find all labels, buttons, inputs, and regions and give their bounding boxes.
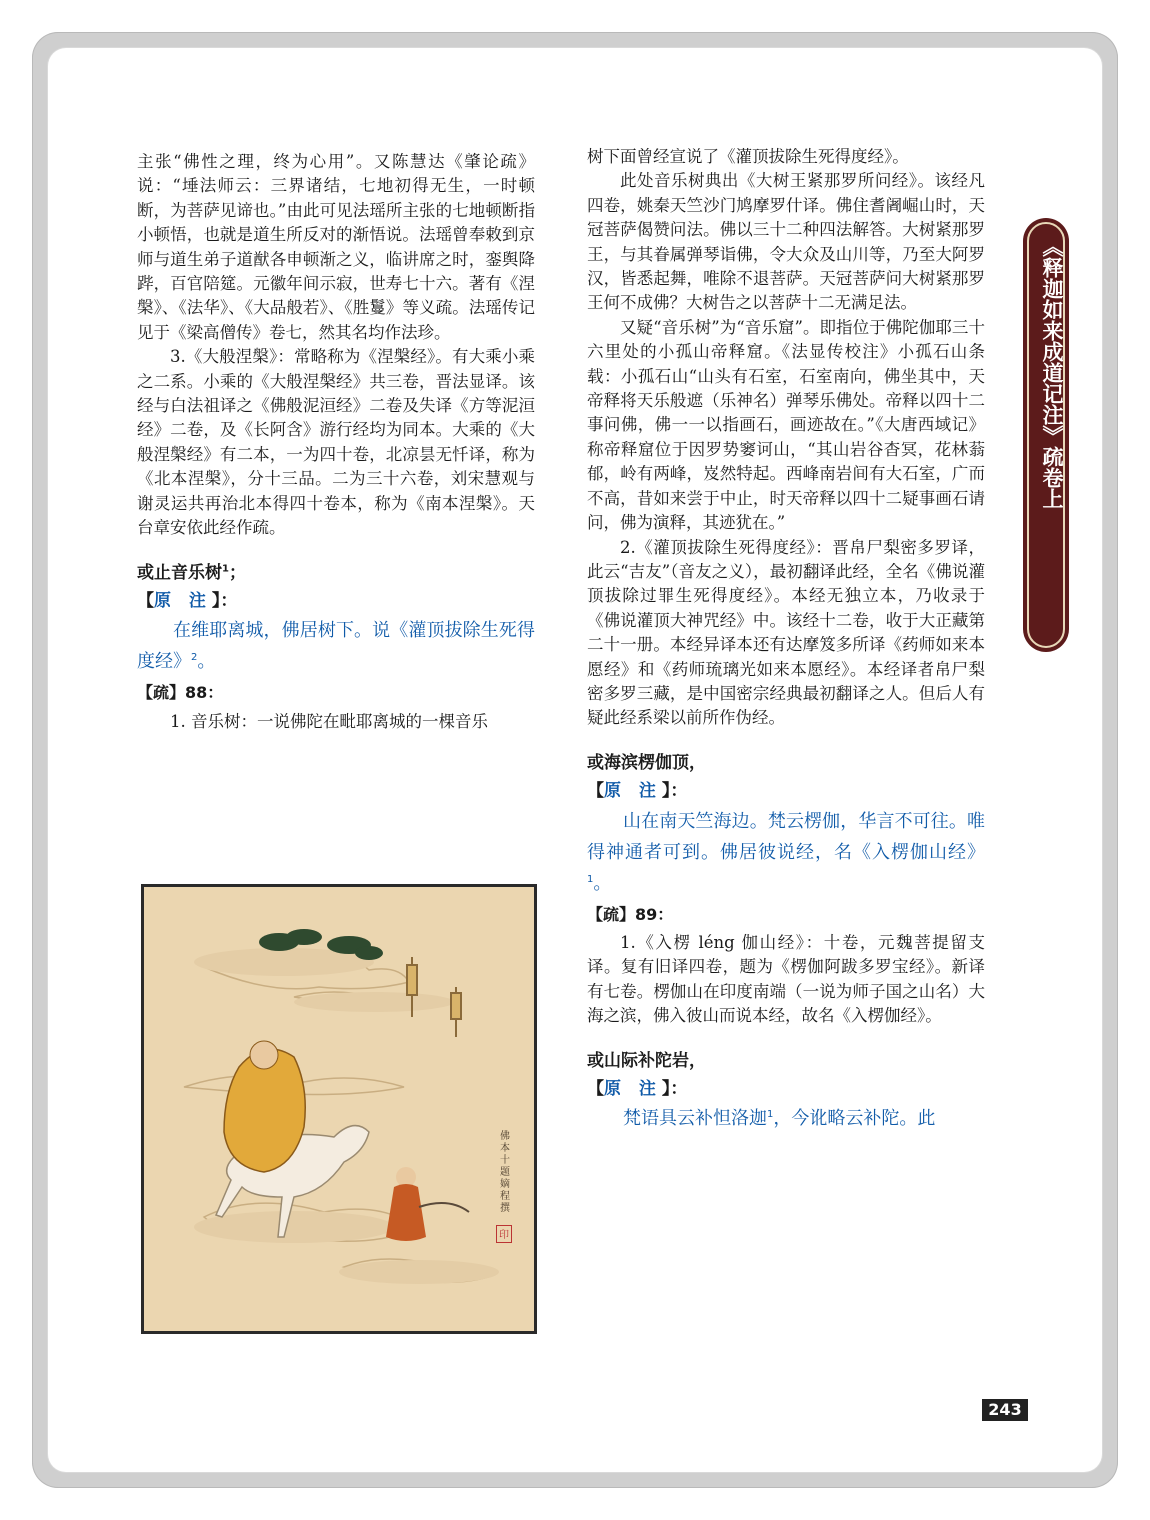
buddha-painting — [141, 884, 537, 1334]
right-column — [587, 145, 985, 1134]
painting-seal: 印 — [496, 1225, 512, 1243]
original-note-label-2: 【原 注】： — [587, 781, 688, 802]
original-note-label-3: 【原 注】： — [587, 1079, 688, 1099]
painting-illustration — [144, 887, 534, 1331]
right-paragraph-2: 此处音乐树典出《大树王紧那罗所问经》。该经凡四卷，姚秦天竺沙门鸠摩罗什译。佛住耆阇崛山时，天冠菩萨偈赞问法。佛以三十二种四法解答。大树紧那罗王，与其眷属弹琴诣佛，令大众及山川等，乃至大阿罗汉，皆悉起舞，唯除不退菩萨。天冠菩萨问大树紧那罗王何不成佛？大树告之以菩萨十二无满足法。 — [587, 171, 985, 313]
painting-inscription: 佛本十题嫡程撰 — [500, 1131, 510, 1214]
right-paragraph-1: 树下面曾经宣说了《灌顶拔除生死得度经》。 — [587, 147, 909, 166]
commentary-text-88: 1. 音乐树：一说佛陀在毗耶离城的一棵音乐 — [170, 711, 488, 731]
original-note-text-2: 山在南天竺海边。梵云楞伽，华言不可往。唯得神通者可到。佛居彼说经，名《入楞伽山经》$^1$。 — [587, 810, 985, 894]
chapter-side-title: 《释迦如来成道记注》疏卷上 — [1040, 236, 1064, 509]
original-note-text: 在维耶离城，佛居树下。说《灌顶拔除生死得度经》$^2$。 — [137, 620, 535, 673]
chapter-side-tab — [1023, 218, 1069, 652]
commentary-label-88: 【疏】88： — [137, 683, 224, 703]
commentary-label-89: 【疏】89： — [587, 904, 674, 924]
section-heading-potalaka: 或山际补陀岩， — [587, 1050, 706, 1071]
left-paragraph-1: 主张“佛性之理，终为心用”。又陈慧达《肇论疏》说：“埵法师云：三界诸结，七地初得无生，一时顿断，为菩萨见谛也。”由此可见法瑶所主张的七地顿断指小顿悟，也就是道生所反对的渐悟说。法瑶曾奉敕到京师与道生弟子道猷各申顿渐之义，临讲席之时，銮舆降跸，百官陪筵。元徽年间示寂，世寿七十六。著有《涅槃》、《法华》、《大品般若》、《胜鬘》等义疏。法瑶传记见于《梁高僧传》卷七，然其名均作法珍。 — [137, 152, 535, 342]
right-paragraph-3: 又疑“音乐树”为“音乐窟”。即指位于佛陀伽耶三十六里处的小孤山帝释窟。《法显传校注》小孤石山条载：小孤石山“山头有石室，石室南向，佛坐其中，天帝释将天乐般遮（乐神名）弹琴乐佛处。帝释以四十二事问佛，佛一一以指画石，画迹故在。”《大唐西域记》称帝释窟位于因罗势窭诃山，“其山岩谷杳冥，花林蓊郁，岭有两峰，岌然特起。西峰南岩间有大石室，广而不高，昔如来尝于中止，时天帝释以四十二疑事画石请问，佛为演释，其迹犹在。” — [587, 317, 985, 533]
left-column — [137, 150, 535, 734]
page-number: 243 — [982, 1399, 1028, 1421]
left-paragraph-2: 3.《大般涅槃》：常略称为《涅槃经》。有大乘小乘之二系。小乘的《大般涅槃经》共三卷，晋法显译。该经与白法祖译之《佛般泥洹经》二卷及失译《方等泥洹经》二卷，及《长阿含》游行经均为同本。大乘的《大般涅槃经》有二本，一为四十卷，北凉昙无忏译，称为《北本涅槃》，分十三品。二为三十六卷，刘宋慧观与谢灵运共再治北本得四十卷本，称为《南本涅槃》。天台章安依此经作疏。 — [137, 347, 535, 538]
original-note-text-3: 梵语具云补怛洛迦$^1$，今讹略云补陀。此 — [623, 1108, 936, 1130]
section-heading-music-tree: 或止音乐树$^1$； — [137, 562, 246, 583]
section-heading-lanka: 或海滨楞伽顶， — [587, 752, 706, 773]
right-paragraph-4: 2.《灌顶拔除生死得度经》：晋帛尸梨密多罗译，此云“吉友”（音友之义），最初翻译此经，全名《佛说灌顶拔除过罪生死得度经》。本经无独立本，乃收录于《佛说灌顶大神咒经》中。该经十二卷，收于大正藏第二十一册。本经异译本还有达摩笈多所译《药师如来本愿经》和《药师琉璃光如来本愿经》。本经译者帛尸梨密多罗三藏，是中国密宗经典最初翻译之人。但后人有疑此经系梁以前所作伪经。 — [587, 537, 985, 728]
original-note-label: 【原 注】： — [137, 590, 238, 611]
commentary-text-89: 1.《入楞 léng 伽山经》：十卷，元魏菩提留支译。复有旧译四卷，题为《楞伽阿跋多罗宝经》。新译有七卷。楞伽山在印度南端（一说为师子国之山名）大海之滨，佛入彼山而说本经，故名《入楞伽经》。 — [587, 932, 985, 1026]
